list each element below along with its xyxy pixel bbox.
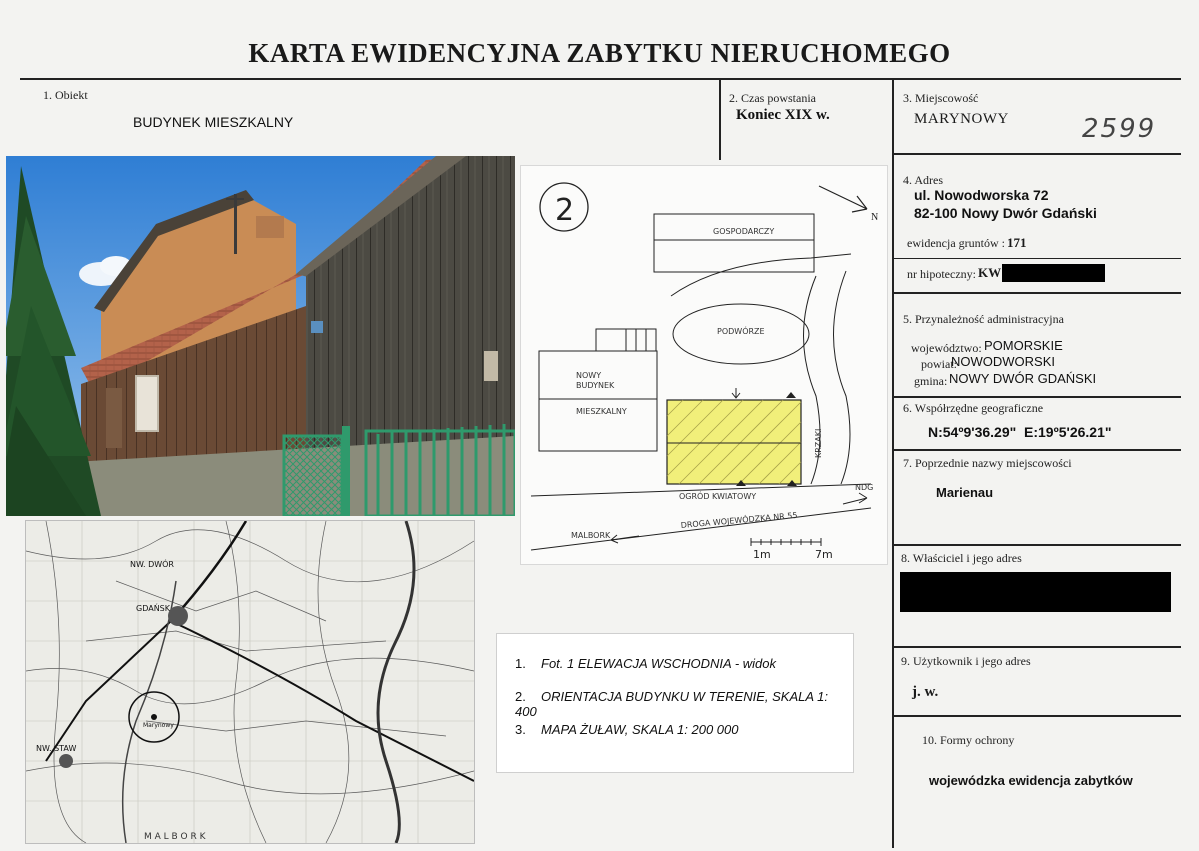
top-rule: [20, 78, 1181, 80]
scale-1m: 1m: [753, 548, 771, 561]
wojewodztwo-label: województwo:: [911, 341, 982, 355]
scale-7m: 7m: [815, 548, 833, 561]
north-label: N: [871, 212, 879, 223]
uzytkownik-label: 9. Użytkownik i jego adres: [901, 654, 1031, 668]
powiat-label: powiat:: [921, 357, 957, 371]
legend-box: [496, 633, 854, 773]
divider-9: [892, 646, 1181, 648]
legend-num: 2.: [515, 689, 526, 704]
label-droga: DROGA WOJEWÓDZKA NR 55: [680, 510, 798, 530]
redaction-kw: [1002, 264, 1105, 282]
handwritten-number: 2599: [1082, 114, 1157, 144]
wojewodztwo-value: POMORSKIE: [984, 338, 1063, 353]
hipoteka-value: KW: [978, 265, 1002, 280]
map-label-marynowy: Marynowy: [143, 722, 174, 729]
label-ogrod: OGRÓD KWIATOWY: [679, 492, 757, 501]
house-photo: [6, 156, 515, 516]
label-ndg: NDG: [855, 483, 874, 492]
zulawy-map: [25, 520, 475, 844]
label-malbork: MALBORK: [571, 531, 611, 540]
legend-num: 3.: [515, 722, 526, 737]
label-budynek: BUDYNEK: [576, 381, 615, 390]
wspolrzedne-label: 6. Współrzędne geograficzne: [903, 401, 1044, 415]
page-title: KARTA EWIDENCYJNA ZABYTKU NIERUCHOMEGO: [248, 38, 951, 68]
miejscowosc-value: MARYNOWY: [914, 111, 1009, 127]
divider-6: [892, 396, 1181, 398]
label-mieszkalny: MIESZKALNY: [576, 407, 627, 416]
przynaleznosc-label: 5. Przynależność administracyjna: [903, 312, 1064, 326]
legend-text: ORIENTACJA BUDYNKU W TERENIE, SKALA 1: 400: [515, 689, 829, 719]
czas-value: Koniec XIX w.: [736, 107, 830, 123]
legend-item: [515, 689, 853, 719]
gmina-value: NOWY DWÓR GDAŃSKI: [949, 371, 1097, 386]
divider-hipoteka: [892, 258, 1181, 259]
czas-label: 2. Czas powstania: [729, 91, 816, 105]
label-gospodarczy: GOSPODARCZY: [713, 227, 775, 236]
adres-street: ul. Nowodworska 72: [914, 187, 1049, 203]
map-label-malbork: M A L B O R K: [144, 832, 206, 842]
obiekt-value: BUDYNEK MIESZKALNY: [133, 114, 294, 130]
ewidencja-label: ewidencja gruntów :: [907, 236, 1005, 250]
legend-text: Fot. 1 ELEWACJA WSCHODNIA - widok: [541, 656, 777, 671]
ewidencja-value: 171: [1007, 235, 1027, 250]
divider-7: [892, 449, 1181, 451]
poprzednie-label: 7. Poprzednie nazwy miejscowości: [903, 456, 1072, 470]
map-label-nwdwor: NW. DWÓR: [130, 560, 174, 569]
hipoteka-label: nr hipoteczny:: [907, 267, 976, 281]
gmina-label: gmina:: [914, 374, 948, 388]
adres-city: 82-100 Nowy Dwór Gdański: [914, 205, 1097, 221]
miejscowosc-label: 3. Miejscowość: [903, 91, 979, 105]
legend-text: MAPA ŻUŁAW, SKALA 1: 200 000: [541, 722, 739, 737]
divider-8: [892, 544, 1181, 546]
legend-num: 1.: [515, 656, 526, 671]
redaction-owner: [900, 572, 1171, 612]
wlasciciel-label: 8. Właściciel i jego adres: [901, 551, 1022, 565]
powiat-value: NOWODWORSKI: [951, 354, 1055, 369]
col-divider-2: [719, 78, 721, 160]
formy-label: 10. Formy ochrony: [922, 733, 1015, 747]
poprzednie-value: Marienau: [936, 485, 994, 500]
divider-5: [892, 292, 1181, 294]
divider-4: [892, 153, 1181, 155]
legend-item: [515, 722, 739, 737]
legend-item: [515, 656, 776, 671]
label-krzaki: KRZAKI: [814, 428, 823, 458]
map-label-gdansk: GDAŃSK: [136, 604, 170, 613]
col-divider-right: [892, 78, 894, 848]
label-podworze: PODWÓRZE: [717, 327, 765, 336]
obiekt-label: 1. Obiekt: [43, 88, 88, 102]
uzytkownik-value: j. w.: [912, 684, 939, 700]
wspolrzedne-value: N:54º9'36.29" E:19º5'26.21": [928, 424, 1112, 440]
divider-10: [892, 715, 1181, 717]
adres-label: 4. Adres: [903, 173, 943, 187]
site-sketch: [520, 165, 888, 565]
map-label-nwstaw: NW. STAW: [36, 744, 77, 753]
label-nowy: NOWY: [576, 371, 602, 380]
formy-value: wojewódzka ewidencja zabytków: [929, 773, 1133, 788]
sketch-number: 2: [555, 193, 575, 228]
